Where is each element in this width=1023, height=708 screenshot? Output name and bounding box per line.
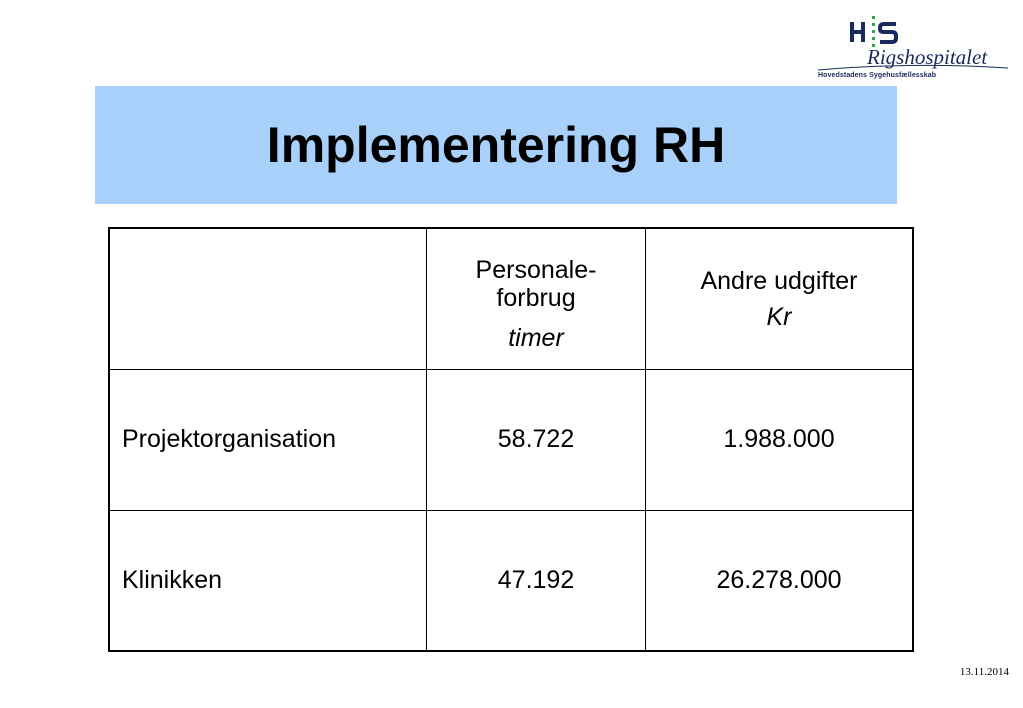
header-personale-line1: Personale-	[475, 255, 597, 284]
row-label: Projektorganisation	[109, 369, 427, 510]
header-personale-line2: forbrug	[496, 283, 576, 312]
header-andre-cell	[646, 228, 914, 369]
row-andre-value: 26.278.000	[646, 510, 914, 651]
header-personale-unit: timer	[508, 323, 564, 352]
row-label: Klinikken	[109, 510, 427, 651]
slide-date: 13.11.2014	[959, 666, 1009, 678]
header-empty-cell	[109, 228, 427, 369]
page-title: Implementering RH	[266, 117, 726, 173]
header-andre-unit: Kr	[766, 302, 792, 331]
row-personale-value: 47.192	[427, 510, 646, 651]
title-banner	[95, 86, 897, 204]
header-andre-label: Andre udgifter	[700, 266, 858, 295]
table-header-row	[109, 228, 913, 369]
header-personale-cell	[427, 228, 646, 369]
logo-subtitle: Hovedstadens Sygehusfællesskab	[818, 72, 937, 79]
row-andre-value: 1.988.000	[646, 369, 914, 510]
table-row	[109, 369, 913, 510]
table-row	[109, 510, 913, 651]
cost-table	[108, 227, 914, 652]
row-personale-value: 58.722	[427, 369, 646, 510]
hs-rigshospitalet-logo	[812, 12, 1012, 82]
logo-name: Rigshospitalet	[867, 45, 988, 69]
